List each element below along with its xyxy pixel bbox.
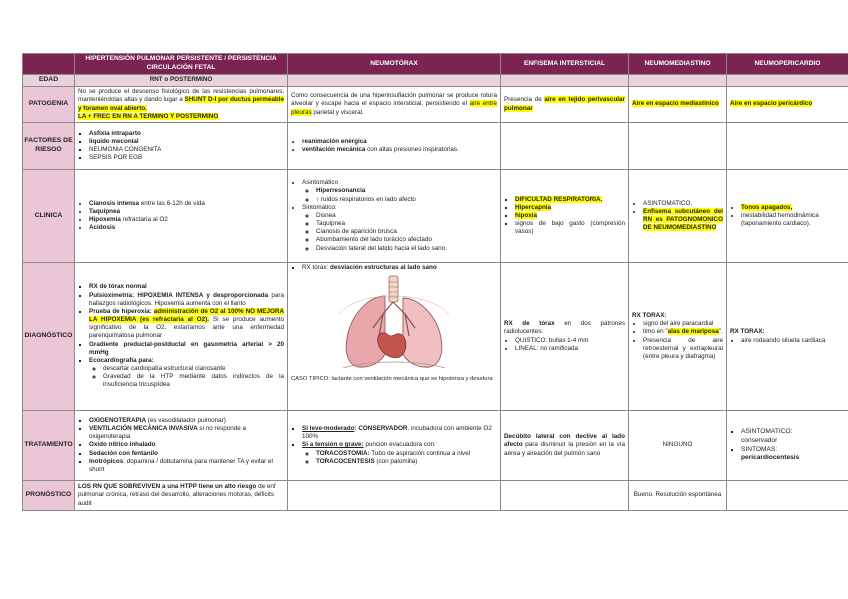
- bold-text: VENTILACIÓN MECÁNICA INVASIVA: [89, 425, 198, 433]
- header-row: [23, 54, 848, 75]
- bold-text: Inotrópicos: [89, 457, 124, 465]
- text: parietal y visceral.: [311, 108, 364, 116]
- clinica-neumomediastino: [629, 170, 727, 263]
- empty-cell: [501, 481, 629, 511]
- text: de enf pulmonar crónica, retraso del desarrollo, alteraciones motoras, déficits audit: [78, 483, 276, 507]
- list-item: [89, 357, 284, 390]
- empty-cell: [727, 75, 848, 87]
- bold-text: Cianosis intensa: [89, 199, 140, 207]
- tratamiento-enfisema: [501, 411, 629, 481]
- bold-text: Prueba de hiperoxia:: [89, 307, 154, 315]
- highlight: DIFICULTAD RESPIRATORIA.: [515, 195, 603, 203]
- bold-text: RX TORAX:: [730, 328, 765, 336]
- figure-caption: CASO TIPICO: lactante con ventilación mecánica que se hipotensa y desatura: [291, 376, 493, 383]
- clinica-neumotorax: [288, 170, 501, 263]
- text: en dos patrones radiolucentes:: [504, 320, 625, 336]
- text: ASINTOMATICO:: [741, 428, 793, 436]
- list-item: [302, 425, 497, 441]
- list-item: [302, 441, 497, 466]
- factores-hipertension: [75, 123, 288, 170]
- list-item: ◦ Desviación lateral del latido hacia el lado sano.: [316, 245, 497, 253]
- text: Tubo de aspiración continua a nivel: [369, 449, 471, 457]
- text: Presencia de: [504, 96, 545, 104]
- text: SINTOMAS:: [741, 445, 778, 453]
- text: : dopamina / dobutamina para mantener TA y evitar el shunt: [89, 457, 273, 473]
- lungs-xray-illustration: [319, 274, 469, 374]
- empty-cell: [288, 75, 501, 87]
- tratamiento-neumomediastino: NINGUNO: [629, 411, 727, 481]
- right-lung-shape: [346, 296, 385, 367]
- tratamiento-neumopericardio: [727, 411, 848, 481]
- text: con altas presiones inspiratorias.: [365, 146, 459, 153]
- tratamiento-neumotorax: [288, 411, 501, 481]
- highlight: Enfisema subcutáneo del RN es PATOGNOMONICO DE NEUMOMEDIASTINO: [643, 207, 723, 232]
- text: Asintomático: [302, 179, 339, 187]
- list-item: • QUISTICO: bullas 1-4 mm: [515, 337, 625, 345]
- empty-cell: [727, 123, 848, 170]
- bold-text: Ecocardiografía para:: [89, 356, 154, 364]
- list-item: [741, 446, 845, 463]
- row-label-diagnostico: DIAGNÓSTICO: [23, 263, 75, 411]
- text: si no responde a oxigenoterapia: [89, 425, 246, 441]
- list-item: [515, 212, 625, 220]
- patogenia-neumopericardio: [727, 87, 848, 123]
- patogenia-neumomediastino: [629, 87, 727, 123]
- list-item: [302, 146, 497, 154]
- list-item: [302, 264, 497, 272]
- list-item: ◦ Hiperresonancia: [316, 187, 497, 195]
- row-factores: [23, 123, 848, 170]
- header-neumopericardio: NEUMOPERICARDIO: [727, 54, 848, 75]
- pronostico-neumomediastino: Bueno. Resolución espontánea: [629, 481, 727, 511]
- highlight: alas de mariposa: [667, 328, 719, 336]
- list-item: ▪ NEUMONIA CONGENITA: [89, 146, 284, 154]
- highlight: aire entre pleuras: [291, 100, 497, 116]
- diagnostico-neumotorax: [288, 263, 501, 411]
- bold-text: RX de tórax: [504, 320, 555, 328]
- highlight: hipoxia: [515, 211, 538, 219]
- list-item: [89, 441, 284, 449]
- list-item: [89, 292, 284, 308]
- patogenia-neumotorax: [288, 87, 501, 123]
- text: para hallazgos radiológicos. Hipoxemia aumenta con el llanto: [89, 291, 284, 307]
- bold-text: Pulsioximetría: HIPOXEMIA INTENSA y desproporcionada: [89, 291, 269, 299]
- header-blank: [23, 54, 75, 75]
- clinica-hipertension: [75, 170, 288, 263]
- text: . incubadora con ambiente O2 100%: [302, 425, 492, 441]
- list-item: ◦ Abombamiento del lado torácico afectado: [316, 236, 497, 244]
- list-item: [515, 204, 625, 212]
- text: No se produce el descenso fisiológico de las resistencias pulmonares, manteniéndolas altas y dando lugar a: [78, 88, 284, 104]
- list-item: [89, 208, 284, 216]
- list-item: [89, 200, 284, 208]
- diagnostico-neumopericardio: [727, 263, 848, 411]
- row-label-factores: FACTORES DE RIESGO: [23, 123, 75, 170]
- text: para disminuir la presión en la vía aérea y aireación del pulmón sano: [504, 441, 625, 457]
- list-item: • signo del aire paracardial: [643, 320, 723, 328]
- text: RX tórax:: [302, 264, 330, 271]
- text: conservador: [741, 436, 778, 444]
- text: (es vasodilatador pulmonar): [146, 416, 226, 424]
- text: refractaria al O2: [120, 216, 168, 223]
- list-item: [316, 458, 497, 466]
- header-enfisema: ENFISEMA INTERSTICIAL: [501, 54, 629, 75]
- row-label-patogenia: PATOGENIA: [23, 87, 75, 123]
- comparison-table: [22, 53, 848, 511]
- bold-text: TORACOSTOMIA:: [316, 449, 370, 457]
- list-item: ▪ Asfixia intraparto: [89, 130, 284, 138]
- highlight: Tonos apagados,: [741, 203, 793, 211]
- text: timo en ": [643, 328, 668, 336]
- list-item: [89, 425, 284, 441]
- edad-value: RNT o POSTERMINO: [75, 75, 288, 87]
- list-item: • ASINTOMATICO.: [643, 200, 723, 208]
- clinica-enfisema: [501, 170, 629, 263]
- list-item: ◦ Cianosis de aparición brusca: [316, 228, 497, 236]
- empty-cell: [288, 481, 501, 511]
- highlight: SHUNT D-I por ductus permeable y foramen oval abierto.: [78, 96, 284, 112]
- highlight: Aire en espacio mediastínico: [632, 100, 719, 108]
- list-item: ▪ líquido meconial: [89, 138, 284, 146]
- list-item: ◦ Gravedad de la HTP mediante datos indirectos de la insuficiencia tricuspídea: [103, 373, 284, 389]
- highlight: Aire en espacio pericárdico: [730, 100, 813, 108]
- list-item: ▪ SEPSIS POR EGB: [89, 154, 284, 162]
- list-item: [643, 208, 723, 233]
- underlined-text: Si a tensión o grave:: [302, 441, 364, 449]
- list-item: [643, 328, 723, 336]
- bold-text: pericardiocentesis: [741, 454, 800, 462]
- header-neumotorax: NEUMOTÓRAX: [288, 54, 501, 75]
- clinica-neumopericardio: [727, 170, 848, 263]
- row-clinica: [23, 170, 848, 263]
- empty-cell: [501, 123, 629, 170]
- pronostico-hipertension: [75, 481, 288, 511]
- header-neumomediastino: NEUMOMEDIASTINO: [629, 54, 727, 75]
- row-tratamiento: [23, 411, 848, 481]
- text: entre las 6-12h de vida: [139, 199, 205, 207]
- row-label-pronostico: PRONÓSTICO: [23, 481, 75, 511]
- highlight: administración de O2 al 100% NO MEJORA LA HIPOXEMIA (es refractaria al O2).: [89, 307, 284, 324]
- header-hipertension: HIPERTENSIÓN PULMONAR PERSISTENTE / PERSISTENCIA CIRCULACIÓN FETAL: [75, 54, 288, 75]
- list-item: ◦ Disnea: [316, 212, 497, 220]
- list-item: [89, 308, 284, 341]
- row-label-tratamiento: TRATAMIENTO: [23, 411, 75, 481]
- list-item: • reanimación enérgica: [302, 138, 497, 146]
- bold-text: Sedación con fentanilo: [89, 449, 158, 457]
- bold-text: LOS RN QUE SOBREVIVEN a una HTPP tiene un alto riesgo: [78, 483, 257, 491]
- text: punción evacuadora con:: [363, 441, 436, 449]
- bold-text: Acidosis: [89, 224, 116, 232]
- list-item: • LINEAL: no ramificada: [515, 345, 625, 353]
- diagnostico-hipertension: [75, 263, 288, 411]
- diagnostico-enfisema: [501, 263, 629, 411]
- bold-text: TORACOCENTESIS: [316, 457, 375, 465]
- list-item: ◦ descartar cardiopatía estructural cianosante: [103, 365, 284, 373]
- underlined-text: Si leve-moderado: [302, 425, 355, 433]
- text: ".: [718, 328, 723, 336]
- patogenia-hipertension: [75, 87, 288, 123]
- tratamiento-hipertension: [75, 411, 288, 481]
- list-item: [302, 179, 497, 204]
- row-diagnostico: [23, 263, 848, 411]
- list-item: [89, 216, 284, 224]
- text: [504, 320, 625, 336]
- list-item: ◦ Taquipnea: [316, 220, 497, 228]
- bold-text: Hipoxemia: [89, 216, 121, 223]
- row-edad: [23, 75, 848, 87]
- bold-text: desviación estructuras al lado sano: [330, 264, 437, 271]
- text: Sintomático:: [302, 203, 337, 211]
- list-item: ▪ signos de bajo gasto (compresión vasos): [515, 220, 625, 236]
- bold-text: : CONSERVADOR: [354, 425, 408, 433]
- list-item: [89, 224, 284, 232]
- list-item: [741, 204, 845, 212]
- bold-text: Decúbito lateral con declive al lado afecto: [504, 433, 625, 449]
- diagnostico-neumomediastino: [629, 263, 727, 411]
- list-item: ◦ ↑ ruidos respiratorios en lado afecto: [316, 196, 497, 204]
- list-item: [89, 450, 284, 458]
- list-item: [89, 458, 284, 474]
- text: Si se produce aumento significativo de la O2, estaríamos ante una enfermedad parenquimatosa pulmonar: [89, 316, 284, 340]
- row-pronostico: [23, 481, 848, 511]
- factores-neumotorax: [288, 123, 501, 170]
- list-item: • Presencia de aire retroesternal y extrapleural (entre pleura y diafragma): [643, 337, 723, 362]
- list-item: [89, 417, 284, 425]
- bold-text: Taquipnea: [89, 207, 121, 215]
- empty-cell: [727, 481, 848, 511]
- row-label-edad: EDAD: [23, 75, 75, 87]
- list-item: • aire rodeando silueta cardiaca: [741, 337, 845, 345]
- bold-text: Oxido nítrico inhalado: [89, 441, 156, 449]
- list-item: ▪ RX de tórax normal: [89, 283, 284, 291]
- empty-cell: [629, 123, 727, 170]
- list-item: [302, 204, 497, 253]
- list-item: [515, 196, 625, 204]
- list-item: [741, 428, 845, 445]
- highlight: Hipercapnia: [515, 203, 552, 211]
- bold-text: ventilación mecánica: [302, 146, 366, 153]
- highlight: aire en tejido perivascular pulmonar: [504, 96, 625, 112]
- row-patogenia: [23, 87, 848, 123]
- text: (con palomilla): [374, 457, 418, 465]
- highlight: LA + FREC EN RN A TERMINO Y POSTERMINO: [78, 112, 219, 120]
- text: Como consecuencia de una hiperinsuflación pulmonar se produce rotura alveolar y escape hacia el espacio intersticial, persistiendo el: [291, 92, 497, 108]
- bold-text: RX TORAX:: [632, 311, 667, 319]
- list-item: ▪ Gradiente preductal-postductal en gasometría arterial > 20 mmHg: [89, 341, 284, 357]
- patogenia-enfisema: [501, 87, 629, 123]
- empty-cell: [629, 75, 727, 87]
- trachea-shape: [389, 276, 398, 302]
- list-item: • inestabilidad hemodinámica (taponamiento cardiaco).: [741, 212, 845, 228]
- row-label-clinica: CLINICA: [23, 170, 75, 263]
- list-item: [316, 450, 497, 458]
- bold-text: OXIGENOTERAPIA: [89, 416, 147, 424]
- empty-cell: [501, 75, 629, 87]
